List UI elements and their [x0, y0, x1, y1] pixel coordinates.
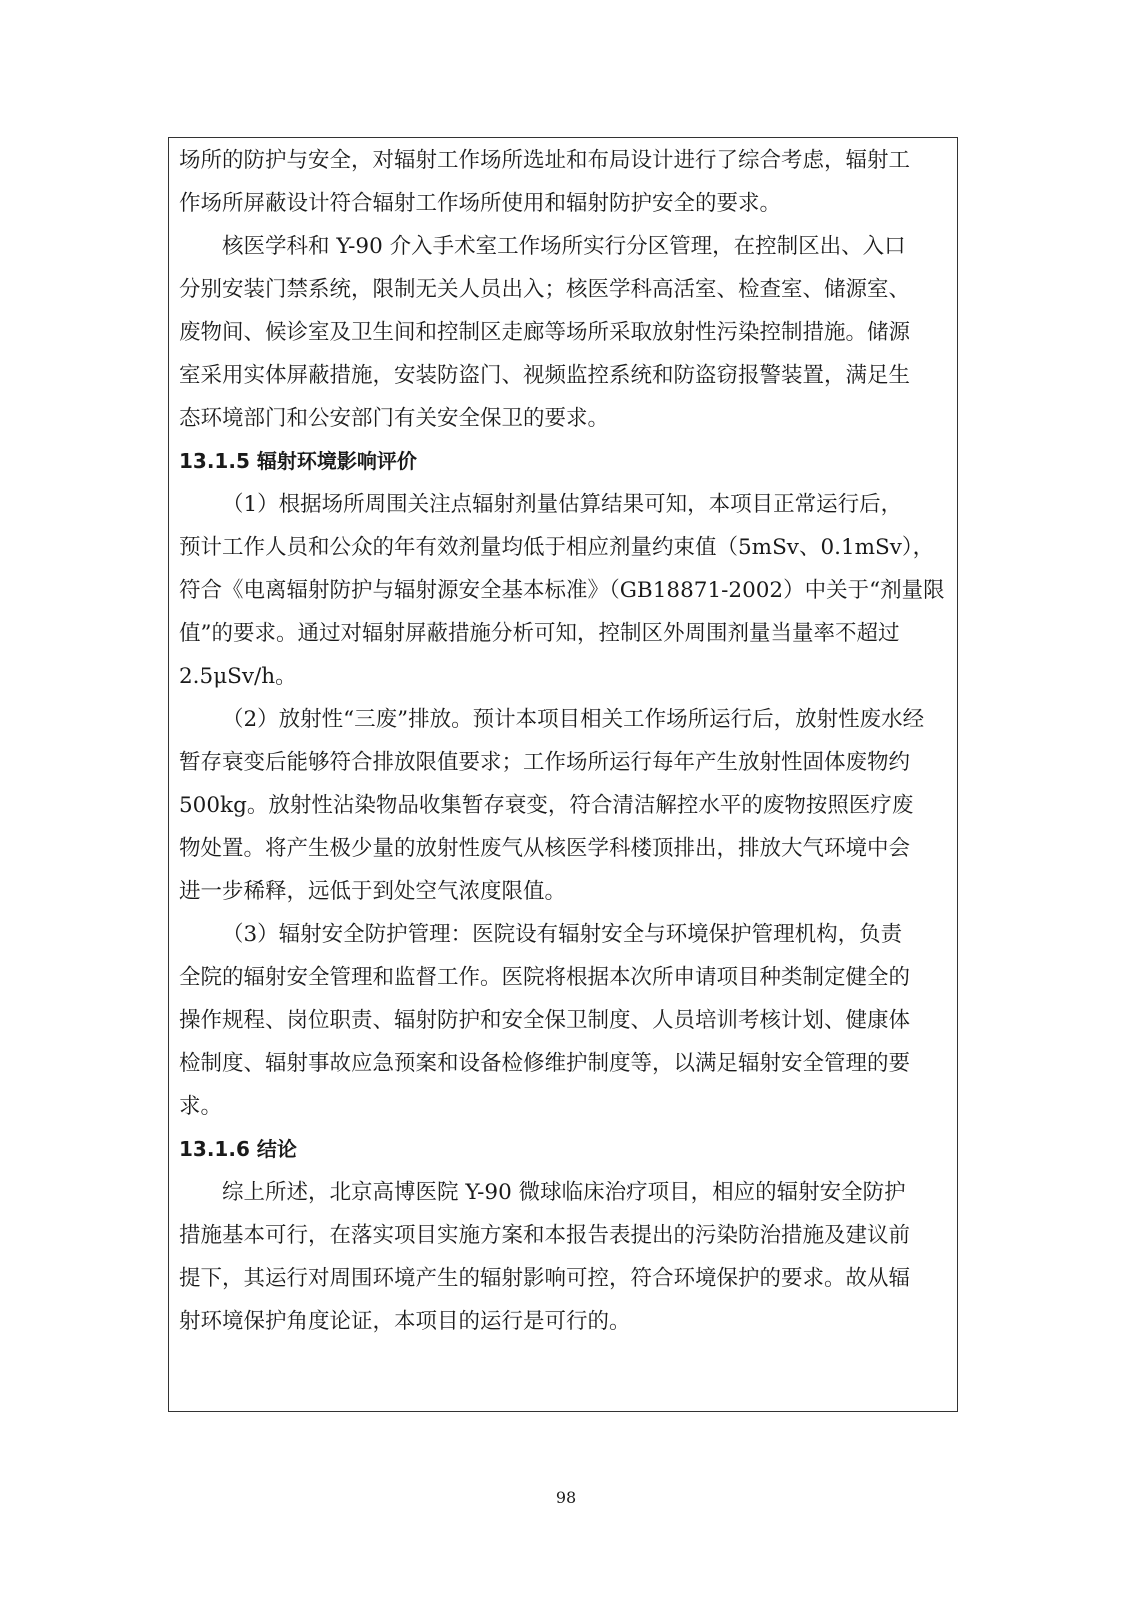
paragraph-conclusion: [179, 1171, 947, 1343]
text-line: 2.5μSv/h。: [179, 664, 297, 689]
paragraph-dose-assessment: [179, 483, 947, 698]
text-line: 符合《电离辐射防护与辐射源安全基本标准》（GB18871-2002）中关于“剂量限: [179, 578, 945, 603]
text-line: 综上所述，北京高博医院 Y-90 微球临床治疗项目，相应的辐射安全防护: [222, 1180, 906, 1205]
text-line: 室采用实体屏蔽措施，安装防盗门、视频监控系统和防盗窃报警装置，满足生: [179, 363, 911, 388]
text-line: 措施基本可行，在落实项目实施方案和本报告表提出的污染防治措施及建议前: [179, 1223, 911, 1248]
text-line: 检制度、辐射事故应急预案和设备检修维护制度等，以满足辐射安全管理的要: [179, 1051, 911, 1076]
text-line: 求。: [179, 1094, 223, 1119]
text-line: 暂存衰变后能够符合排放限值要求；工作场所运行每年产生放射性固体废物约: [179, 750, 911, 775]
section-heading-13-1-5: 13.1.5 辐射环境影响评价: [179, 449, 417, 473]
paragraph-safety-management: [179, 913, 947, 1128]
text-line: 态环境部门和公安部门有关安全保卫的要求。: [179, 406, 610, 431]
text-line: （2）放射性“三废”排放。预计本项目相关工作场所运行后，放射性废水经: [222, 707, 925, 732]
text-line: （1）根据场所周围关注点辐射剂量估算结果可知，本项目正常运行后，: [222, 492, 903, 517]
text-line: 核医学科和 Y-90 介入手术室工作场所实行分区管理，在控制区出、入口: [222, 234, 906, 259]
text-line: 操作规程、岗位职责、辐射防护和安全保卫制度、人员培训考核计划、健康体: [179, 1008, 911, 1033]
text-line: 场所的防护与安全，对辐射工作场所选址和布局设计进行了综合考虑，辐射工: [179, 148, 911, 173]
text-line: 进一步稀释，远低于到处空气浓度限值。: [179, 879, 567, 904]
text-line: 预计工作人员和公众的年有效剂量均低于相应剂量约束值（5mSv、0.1mSv），: [179, 535, 935, 560]
page-number: 98: [555, 1488, 577, 1507]
paragraph-shielding-summary: [179, 139, 947, 225]
text-line: （3）辐射安全防护管理：医院设有辐射安全与环境保护管理机构，负责: [222, 922, 903, 947]
paragraph-waste-discharge: [179, 698, 947, 913]
content-frame: [168, 137, 958, 1412]
text-line: 500kg。放射性沾染物品收集暂存衰变，符合清洁解控水平的废物按照医疗废: [179, 793, 914, 818]
section-heading-13-1-6: 13.1.6 结论: [179, 1137, 297, 1161]
paragraph-zoning-management: [179, 225, 947, 440]
text-line: 提下，其运行对周围环境产生的辐射影响可控，符合环境保护的要求。故从辐: [179, 1266, 911, 1291]
text-line: 全院的辐射安全管理和监督工作。医院将根据本次所申请项目种类制定健全的: [179, 965, 911, 990]
text-line: 值”的要求。通过对辐射屏蔽措施分析可知，控制区外周围剂量当量率不超过: [179, 621, 900, 646]
text-line: 物处置。将产生极少量的放射性废气从核医学科楼顶排出，排放大气环境中会: [179, 836, 911, 861]
text-line: 废物间、候诊室及卫生间和控制区走廊等场所采取放射性污染控制措施。储源: [179, 320, 911, 345]
text-line: 射环境保护角度论证，本项目的运行是可行的。: [179, 1309, 631, 1334]
text-line: 分别安装门禁系统，限制无关人员出入；核医学科高活室、检查室、储源室、: [179, 277, 911, 302]
text-line: 作场所屏蔽设计符合辐射工作场所使用和辐射防护安全的要求。: [179, 191, 782, 216]
